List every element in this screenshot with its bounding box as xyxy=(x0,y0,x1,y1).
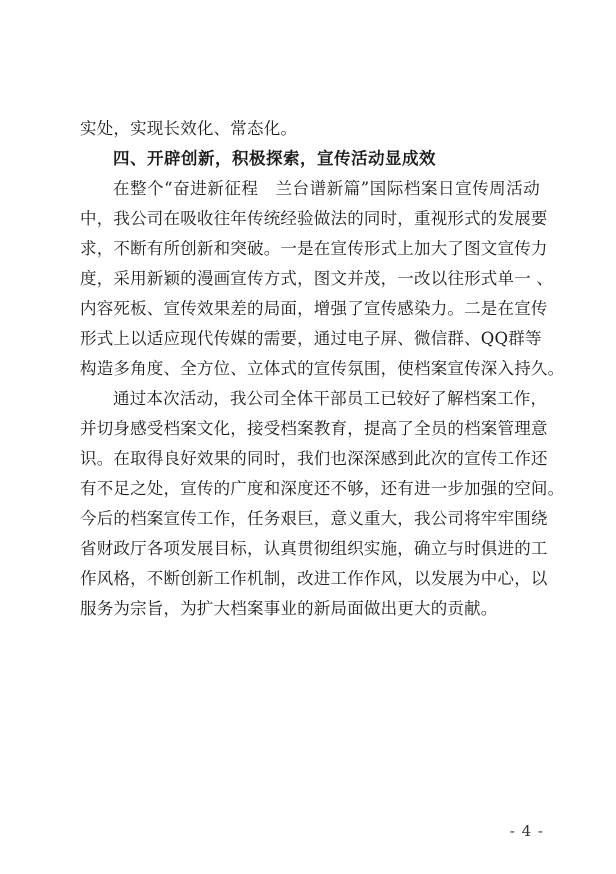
paragraph-continuation xyxy=(80,114,540,144)
text-line: 度，采用新颖的漫画宣传方式，图文并茂，一改以往形式单一 、 xyxy=(80,269,554,288)
paragraph-innovation xyxy=(80,174,565,384)
document-body xyxy=(80,114,565,624)
text-line: 省财政厅各项发展目标，认真贯彻组织实施，确立与时俱进的工 xyxy=(80,539,548,558)
text-line: 在整个“奋进新征程 兰台谱新篇”国际档案日宣传周活动 xyxy=(113,179,540,198)
text-line: 形式上以适应现代传媒的需要，通过电子屏、微信群、QQ群等 xyxy=(80,329,542,348)
text-line: 求，不断有所创新和突破。一是在宣传形式上加大了图文宣传力 xyxy=(80,239,548,258)
text-line: 构造多角度、全方位、立体式的宣传氛围，使档案宣传深入持久。 xyxy=(80,359,565,378)
text-line: 作风格，不断创新工作机制，改进工作作风，以发展为中心，以 xyxy=(80,569,548,588)
text-line: 中，我公司在吸收往年传统经验做法的同时，重视形式的发展要 xyxy=(80,209,548,228)
section-heading-4 xyxy=(80,144,540,174)
text-line: 识。在取得良好效果的同时，我们也深深感到此次的宣传工作还 xyxy=(80,449,548,468)
paragraph-summary xyxy=(80,384,565,624)
text-line: 有不足之处，宣传的广度和深度还不够，还有进一步加强的空间。 xyxy=(80,479,565,498)
text-line: 通过本次活动，我公司全体干部员工已较好了解档案工作， xyxy=(113,389,548,408)
text-line: 今后的档案宣传工作，任务艰巨，意义重大，我公司将牢牢围绕 xyxy=(80,509,548,528)
text-line: 服务为宗旨，为扩大档案事业的新局面做出更大的贡献。 xyxy=(80,599,498,618)
text-line: 实处，实现长效化、常态化。 xyxy=(80,119,298,138)
heading-line: 四、开辟创新，积极探索，宣传活动显成效 xyxy=(113,149,436,168)
text-line: 并切身感受档案文化，接受档案教育，提高了全员的档案管理意 xyxy=(80,419,548,438)
page-number: - 4 - xyxy=(509,822,544,840)
text-line: 内容死板、宣传效果差的局面，增强了宣传感染力。二是在宣传 xyxy=(80,299,548,318)
